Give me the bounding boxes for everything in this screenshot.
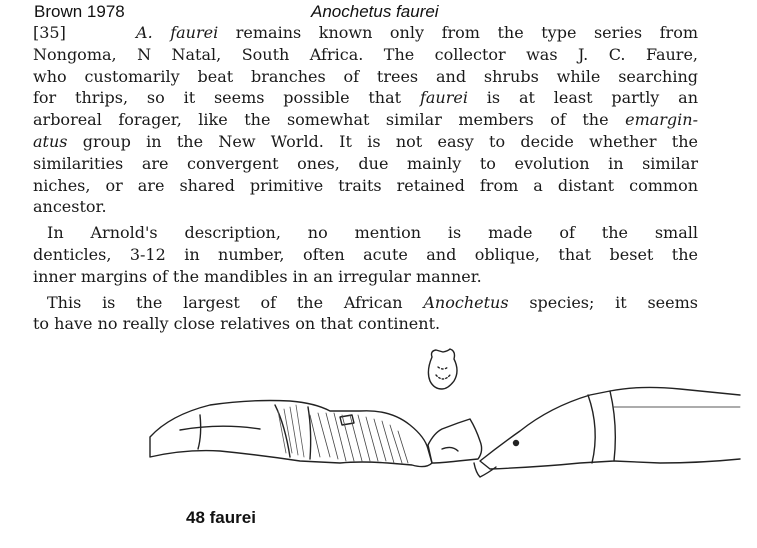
paragraph-1-line-8: niches, or are shared primitive traits retained from a distant common bbox=[33, 175, 698, 195]
reference-number: [35] bbox=[33, 23, 66, 42]
species-name: A. faurei bbox=[136, 23, 219, 42]
body-text bbox=[33, 22, 698, 335]
running-header-author: Brown 1978 bbox=[34, 2, 125, 21]
ant-specimen-drawing bbox=[140, 345, 757, 525]
paragraph-1-line-7: similarities are convergent ones, due mainly to evolution in similar bbox=[33, 153, 698, 173]
paragraph-1-line-4: for thrips, so it seems possible that faurei is at least partly an bbox=[33, 88, 699, 108]
figure-caption: 48 faurei bbox=[186, 508, 256, 527]
petiole-detail-drawing bbox=[428, 349, 457, 389]
paragraph-2-line-1: In Arnold's description, no mention is made of the small bbox=[47, 223, 698, 243]
paragraph-1-line-5: arboreal forager, like the somewhat similar members of the emargin- bbox=[33, 110, 698, 130]
paragraph-1-line-9: ancestor. bbox=[33, 197, 107, 217]
paragraph-3-line-1: This is the largest of the African Anochetus species; it seems bbox=[47, 292, 698, 312]
paragraph-2-line-2: denticles, 3-12 in number, often acute and oblique, that beset the bbox=[33, 244, 698, 264]
petiole-node-drawing bbox=[428, 419, 482, 463]
running-header-species: Anochetus faurei bbox=[311, 2, 439, 21]
paragraph-3-line-2: to have no really close relatives on that continent. bbox=[33, 314, 441, 334]
paragraph-1-line-6: atus group in the New World. It is not easy to decide whether the bbox=[33, 131, 698, 151]
paragraph-1-line-1: [35] A. faurei remains known only from the type series from bbox=[33, 23, 698, 42]
paragraph-1-line-3: who customarily beat branches of trees and shrubs while searching bbox=[33, 66, 698, 86]
paragraph-2-line-3: inner margins of the mandibles in an irregular manner. bbox=[33, 266, 482, 286]
gaster-drawing bbox=[480, 387, 740, 469]
mesosoma-drawing bbox=[150, 401, 432, 467]
paragraph-1-line-2: Nongoma, N Natal, South Africa. The collector was J. C. Faure, bbox=[33, 44, 698, 64]
